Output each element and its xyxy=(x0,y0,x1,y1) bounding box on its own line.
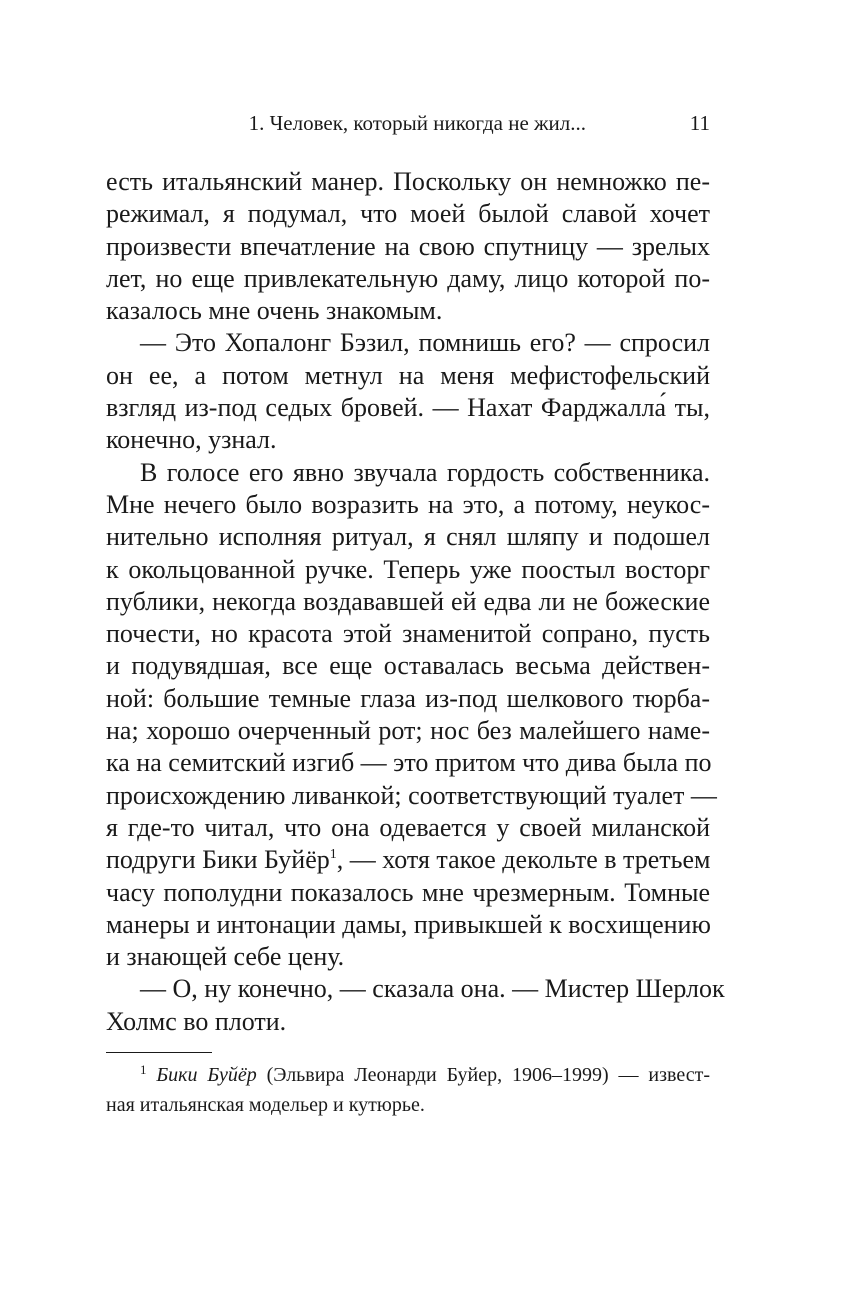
text-line: ной: большие темные глаза из-под шелкового тюрба- xyxy=(106,683,710,713)
text-line: лет, но еще привлекательную даму, лицо которой по- xyxy=(106,263,710,293)
text-line: Мне нечего было возразить на это, а потому, неукос- xyxy=(106,489,710,519)
text-line: я где-то читал, что она одевается у своей миланской xyxy=(106,812,710,842)
footnote-text: (Эльвира Леонарди Буйер, 1906–1999) — извест- xyxy=(256,1064,710,1086)
text-line: конечно, узнал. xyxy=(106,425,277,455)
text-line: и подувядшая, все еще оставалась весьма действен- xyxy=(106,651,710,681)
body-text xyxy=(106,166,725,1038)
text-line xyxy=(106,844,710,876)
text-line: казалось мне очень знакомым. xyxy=(106,296,443,326)
text-fragment: подруги Бики Буйёр xyxy=(106,845,330,875)
text-line: нительно исполняя ритуал, я снял шляпу и подошел xyxy=(106,522,710,552)
footnote-marker: 1 xyxy=(140,1062,147,1077)
footnote-rule xyxy=(106,1052,212,1053)
text-line: ка на семитский изгиб — это притом что дива была по xyxy=(106,748,712,778)
text-line: на; хорошо очерченный рот; нос без малейшего наме- xyxy=(106,716,710,746)
text-line: часу пополудни показалось мне чрезмерным. Томные xyxy=(106,877,710,907)
text-line: манеры и интонации дамы, привыкшей к восхищению xyxy=(106,909,711,939)
text-line: происхождению ливанкой; соответствующий туалет — xyxy=(106,780,717,810)
text-line: — Это Хопалонг Бэзил, помнишь его? — спросил xyxy=(140,328,710,358)
page-number: 11 xyxy=(689,111,710,135)
text-line: почести, но красота этой знаменитой сопрано, пусть xyxy=(106,619,710,649)
text-fragment: , — хотя такое декольте в третьем xyxy=(336,845,711,875)
footnote-line xyxy=(106,1060,710,1090)
running-title: 1. Человек, который никогда не жил... xyxy=(248,111,586,135)
text-line: режимал, я подумал, что моей былой славой хочет xyxy=(106,199,710,229)
text-line: он ее, а потом метнул на меня мефистофельский xyxy=(106,360,710,390)
text-line: есть итальянский манер. Поскольку он немножко пе- xyxy=(106,167,710,196)
text-line: В голосе его явно звучала гордость собственника. xyxy=(140,457,710,487)
text-line: произвести впечатление на свою спутницу — зрелых xyxy=(106,231,710,261)
text-line: к окольцованной ручке. Теперь уже поостыл восторг xyxy=(106,554,710,584)
text-line: публики, некогда воздававшей ей едва ли не божеские xyxy=(106,586,710,616)
text-line: и знающей себе цену. xyxy=(106,942,345,972)
text-line: — О, ну конечно, — сказала она. — Мистер Шерлок xyxy=(140,974,725,1004)
footnote-name: Бики Буйёр xyxy=(156,1064,257,1086)
footnote-reference: 1 xyxy=(329,847,337,863)
footnote xyxy=(106,1060,710,1120)
running-head xyxy=(106,108,710,138)
text-line: взгляд из-под седых бровей. — Нахат Фарджалла́ ты, xyxy=(106,393,710,423)
text-line: Холмс во плоти. xyxy=(106,1006,287,1036)
footnote-line: ная итальянская модельер и кутюрье. xyxy=(106,1094,425,1116)
